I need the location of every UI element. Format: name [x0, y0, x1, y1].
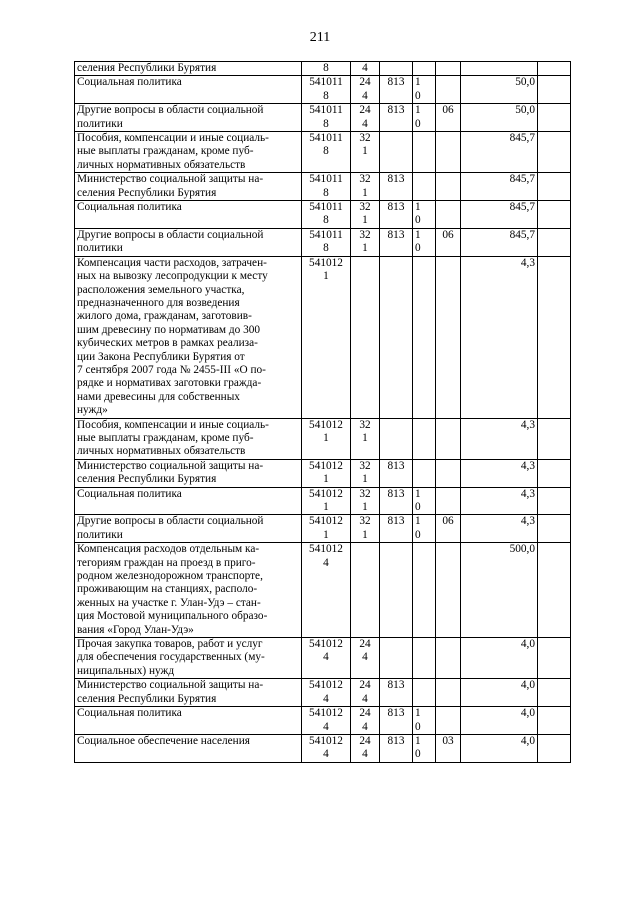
section-cell: 1 0 — [413, 76, 436, 104]
amount-cell: 845,7 — [461, 228, 538, 256]
row-name-cell: Министерство социальной защиты на- селения Республики Бурятия — [75, 459, 302, 487]
section-cell — [413, 679, 436, 707]
table-row — [75, 515, 571, 543]
row-name-cell: Социальная политика — [75, 76, 302, 104]
target-article-cell: 541011 8 — [302, 201, 351, 229]
table-row — [75, 76, 571, 104]
target-article-cell: 8 — [302, 62, 351, 76]
budget-table-body — [75, 62, 571, 763]
empty-cell — [538, 734, 571, 762]
section-cell — [413, 638, 436, 679]
expense-type-cell: 4 — [351, 62, 380, 76]
table-row — [75, 734, 571, 762]
section-cell — [413, 173, 436, 201]
target-article-cell: 541012 4 — [302, 543, 351, 638]
subsection-cell — [436, 707, 461, 735]
expense-type-cell: 32 1 — [351, 228, 380, 256]
target-article-cell: 541011 8 — [302, 104, 351, 132]
section-cell: 1 0 — [413, 734, 436, 762]
ministry-code-cell — [380, 62, 413, 76]
target-article-cell: 541012 4 — [302, 638, 351, 679]
ministry-code-cell: 813 — [380, 76, 413, 104]
row-name-cell: Пособия, компенсации и иные социаль- ные выплаты гражданам, кроме пуб- личных нормативных обязательств — [75, 132, 302, 173]
ministry-code-cell: 813 — [380, 104, 413, 132]
subsection-cell — [436, 543, 461, 638]
table-row — [75, 132, 571, 173]
row-name-cell: Социальная политика — [75, 201, 302, 229]
table-row — [75, 638, 571, 679]
amount-cell — [461, 62, 538, 76]
empty-cell — [538, 256, 571, 418]
row-name-cell: Социальная политика — [75, 707, 302, 735]
subsection-cell — [436, 62, 461, 76]
empty-cell — [538, 543, 571, 638]
row-name-cell: Социальное обеспечение населения — [75, 734, 302, 762]
target-article-cell: 541012 1 — [302, 487, 351, 515]
subsection-cell — [436, 679, 461, 707]
ministry-code-cell: 813 — [380, 173, 413, 201]
subsection-cell — [436, 487, 461, 515]
expense-type-cell — [351, 256, 380, 418]
table-row — [75, 459, 571, 487]
section-cell: 1 0 — [413, 487, 436, 515]
row-name-cell: Другие вопросы в области социальной политики — [75, 104, 302, 132]
expense-type-cell: 32 1 — [351, 515, 380, 543]
row-name-cell: Компенсация расходов отдельным ка- тегориям граждан на проезд в приго- родном железнодорожном транспорте, проживающим на станциях, располо- женных на участке г. Улан-Удэ – стан- ция Мостовой муниципального образо- вания «Город Улан-Удэ» — [75, 543, 302, 638]
amount-cell: 4,3 — [461, 418, 538, 459]
row-name-cell: Компенсация части расходов, затрачен- ных на вывозку лесопродукции к месту расположения земельного участка, предназначенного для возведения жилого дома, гражданам, заготовив- шим древесину по нормативам до 300 кубических метров в рамках реализа- ции Закона Республики Бурятия от 7 сентября 2007 года № 2455-III «О по- рядке и нормативах заготовки гражда- нами древесины для собственных нужд» — [75, 256, 302, 418]
target-article-cell: 541012 4 — [302, 707, 351, 735]
section-cell — [413, 543, 436, 638]
subsection-cell — [436, 76, 461, 104]
empty-cell — [538, 459, 571, 487]
amount-cell: 4,0 — [461, 707, 538, 735]
empty-cell — [538, 201, 571, 229]
amount-cell: 50,0 — [461, 76, 538, 104]
section-cell: 1 0 — [413, 515, 436, 543]
section-cell: 1 0 — [413, 707, 436, 735]
table-row — [75, 62, 571, 76]
section-cell: 1 0 — [413, 104, 436, 132]
expense-type-cell: 32 1 — [351, 132, 380, 173]
amount-cell: 845,7 — [461, 132, 538, 173]
subsection-cell — [436, 638, 461, 679]
target-article-cell: 541011 8 — [302, 132, 351, 173]
row-name-cell: Пособия, компенсации и иные социаль- ные выплаты гражданам, кроме пуб- личных нормативных обязательств — [75, 418, 302, 459]
expense-type-cell: 24 4 — [351, 76, 380, 104]
target-article-cell: 541012 1 — [302, 459, 351, 487]
empty-cell — [538, 487, 571, 515]
empty-cell — [538, 132, 571, 173]
subsection-cell — [436, 173, 461, 201]
empty-cell — [538, 104, 571, 132]
table-row — [75, 543, 571, 638]
section-cell: 1 0 — [413, 228, 436, 256]
row-name-cell: Министерство социальной защиты на- селения Республики Бурятия — [75, 173, 302, 201]
ministry-code-cell: 813 — [380, 201, 413, 229]
expense-type-cell: 24 4 — [351, 638, 380, 679]
empty-cell — [538, 418, 571, 459]
amount-cell: 4,3 — [461, 487, 538, 515]
target-article-cell: 541012 1 — [302, 418, 351, 459]
subsection-cell: 06 — [436, 228, 461, 256]
ministry-code-cell: 813 — [380, 734, 413, 762]
expense-type-cell: 32 1 — [351, 418, 380, 459]
amount-cell: 4,3 — [461, 459, 538, 487]
ministry-code-cell: 813 — [380, 679, 413, 707]
amount-cell: 4,0 — [461, 638, 538, 679]
empty-cell — [538, 707, 571, 735]
ministry-code-cell: 813 — [380, 487, 413, 515]
table-row — [75, 256, 571, 418]
row-name-cell: Прочая закупка товаров, работ и услуг для обеспечения государственных (му- ниципальных) нужд — [75, 638, 302, 679]
ministry-code-cell — [380, 543, 413, 638]
empty-cell — [538, 638, 571, 679]
ministry-code-cell — [380, 256, 413, 418]
section-cell — [413, 418, 436, 459]
row-name-cell: Другие вопросы в области социальной политики — [75, 515, 302, 543]
ministry-code-cell — [380, 638, 413, 679]
expense-type-cell — [351, 543, 380, 638]
subsection-cell: 03 — [436, 734, 461, 762]
ministry-code-cell: 813 — [380, 707, 413, 735]
amount-cell: 4,0 — [461, 679, 538, 707]
section-cell — [413, 132, 436, 173]
amount-cell: 50,0 — [461, 104, 538, 132]
target-article-cell: 541011 8 — [302, 173, 351, 201]
section-cell — [413, 62, 436, 76]
target-article-cell: 541012 4 — [302, 734, 351, 762]
target-article-cell: 541012 1 — [302, 256, 351, 418]
empty-cell — [538, 173, 571, 201]
subsection-cell — [436, 418, 461, 459]
empty-cell — [538, 76, 571, 104]
empty-cell — [538, 62, 571, 76]
row-name-cell: Министерство социальной защиты на- селения Республики Бурятия — [75, 679, 302, 707]
target-article-cell: 541012 4 — [302, 679, 351, 707]
target-article-cell: 541011 8 — [302, 228, 351, 256]
expense-type-cell: 24 4 — [351, 104, 380, 132]
expense-type-cell: 24 4 — [351, 734, 380, 762]
empty-cell — [538, 679, 571, 707]
expense-type-cell: 32 1 — [351, 459, 380, 487]
table-row — [75, 418, 571, 459]
empty-cell — [538, 515, 571, 543]
table-row — [75, 228, 571, 256]
subsection-cell — [436, 132, 461, 173]
table-row — [75, 104, 571, 132]
ministry-code-cell: 813 — [380, 515, 413, 543]
target-article-cell: 541011 8 — [302, 76, 351, 104]
expense-type-cell: 24 4 — [351, 679, 380, 707]
row-name-cell: Другие вопросы в области социальной политики — [75, 228, 302, 256]
subsection-cell — [436, 459, 461, 487]
amount-cell: 4,3 — [461, 256, 538, 418]
expense-type-cell: 32 1 — [351, 487, 380, 515]
row-name-cell: Социальная политика — [75, 487, 302, 515]
subsection-cell — [436, 201, 461, 229]
row-name-cell: селения Республики Бурятия — [75, 62, 302, 76]
amount-cell: 4,0 — [461, 734, 538, 762]
table-row — [75, 679, 571, 707]
page-number: 211 — [309, 30, 331, 45]
subsection-cell — [436, 256, 461, 418]
table-row — [75, 173, 571, 201]
section-cell: 1 0 — [413, 201, 436, 229]
amount-cell: 845,7 — [461, 173, 538, 201]
ministry-code-cell: 813 — [380, 459, 413, 487]
expense-type-cell: 32 1 — [351, 201, 380, 229]
amount-cell: 4,3 — [461, 515, 538, 543]
ministry-code-cell — [380, 132, 413, 173]
subsection-cell: 06 — [436, 104, 461, 132]
amount-cell: 845,7 — [461, 201, 538, 229]
budget-table — [74, 61, 571, 763]
section-cell — [413, 256, 436, 418]
expense-type-cell: 32 1 — [351, 173, 380, 201]
section-cell — [413, 459, 436, 487]
table-row — [75, 707, 571, 735]
empty-cell — [538, 228, 571, 256]
table-row — [75, 487, 571, 515]
target-article-cell: 541012 1 — [302, 515, 351, 543]
amount-cell: 500,0 — [461, 543, 538, 638]
ministry-code-cell: 813 — [380, 228, 413, 256]
table-row — [75, 201, 571, 229]
subsection-cell: 06 — [436, 515, 461, 543]
expense-type-cell: 24 4 — [351, 707, 380, 735]
ministry-code-cell — [380, 418, 413, 459]
